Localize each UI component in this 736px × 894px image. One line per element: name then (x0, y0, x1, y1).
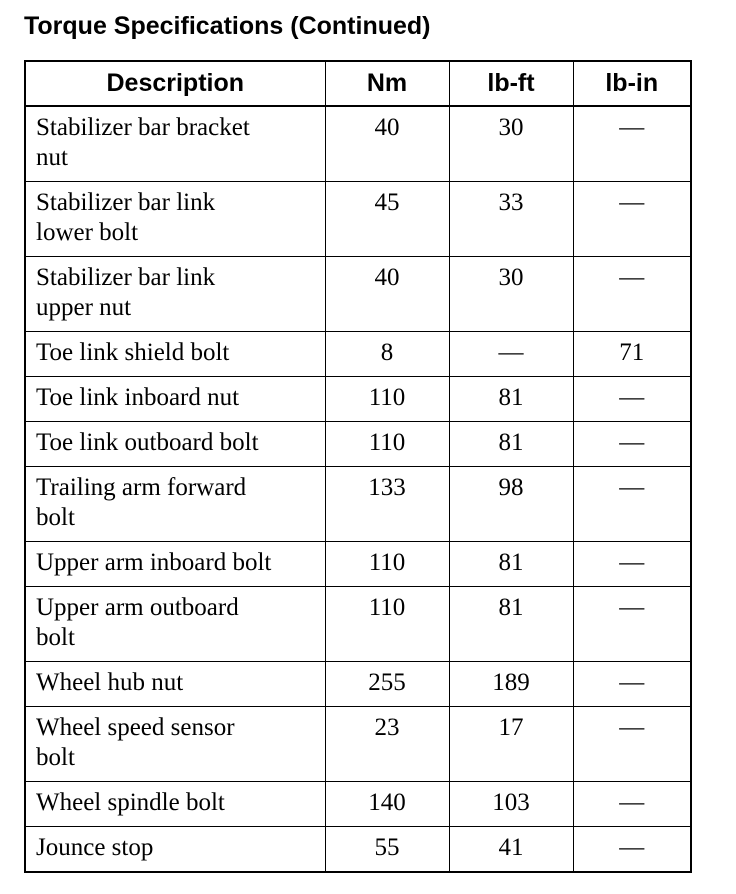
cell-lbft: — (449, 332, 573, 377)
table-header-row (25, 61, 691, 106)
table-row (25, 587, 691, 662)
table-row (25, 662, 691, 707)
cell-lbin: — (573, 257, 691, 332)
cell-lbft: 98 (449, 467, 573, 542)
table-row (25, 467, 691, 542)
cell-lbft: 17 (449, 707, 573, 782)
header-nm: Nm (325, 61, 449, 106)
cell-lbin: — (573, 467, 691, 542)
cell-lbft: 30 (449, 257, 573, 332)
page-title: Torque Specifications (Continued) (24, 12, 431, 40)
cell-lbin: — (573, 422, 691, 467)
cell-lbft: 41 (449, 827, 573, 873)
cell-nm: 140 (325, 782, 449, 827)
cell-lbin: — (573, 662, 691, 707)
cell-nm: 23 (325, 707, 449, 782)
cell-description: Wheel speed sensor bolt (25, 707, 325, 782)
cell-description: Wheel spindle bolt (25, 782, 325, 827)
cell-lbft: 30 (449, 106, 573, 182)
cell-description: Stabilizer bar link lower bolt (25, 182, 325, 257)
cell-description: Toe link outboard bolt (25, 422, 325, 467)
cell-lbin: — (573, 587, 691, 662)
cell-lbin: — (573, 377, 691, 422)
table-row (25, 377, 691, 422)
cell-lbin: — (573, 782, 691, 827)
cell-lbin: — (573, 827, 691, 873)
cell-description: Stabilizer bar link upper nut (25, 257, 325, 332)
cell-nm: 45 (325, 182, 449, 257)
cell-description: Trailing arm forward bolt (25, 467, 325, 542)
table-row (25, 257, 691, 332)
cell-lbft: 33 (449, 182, 573, 257)
cell-lbin: — (573, 707, 691, 782)
table-row (25, 542, 691, 587)
cell-description: Toe link inboard nut (25, 377, 325, 422)
cell-description: Jounce stop (25, 827, 325, 873)
cell-lbft: 81 (449, 587, 573, 662)
cell-nm: 8 (325, 332, 449, 377)
table-row (25, 182, 691, 257)
cell-lbft: 103 (449, 782, 573, 827)
cell-nm: 55 (325, 827, 449, 873)
header-lbft: lb-ft (449, 61, 573, 106)
cell-nm: 110 (325, 587, 449, 662)
cell-lbft: 81 (449, 377, 573, 422)
cell-lbin: 71 (573, 332, 691, 377)
header-lbin: lb-in (573, 61, 691, 106)
cell-lbft: 81 (449, 422, 573, 467)
cell-nm: 255 (325, 662, 449, 707)
cell-lbin: — (573, 542, 691, 587)
header-description: Description (25, 61, 325, 106)
cell-description: Upper arm inboard bolt (25, 542, 325, 587)
torque-spec-table (24, 60, 692, 873)
cell-description: Toe link shield bolt (25, 332, 325, 377)
cell-lbin: — (573, 106, 691, 182)
cell-nm: 110 (325, 422, 449, 467)
table-row (25, 827, 691, 873)
cell-nm: 133 (325, 467, 449, 542)
cell-nm: 40 (325, 106, 449, 182)
cell-lbin: — (573, 182, 691, 257)
cell-nm: 110 (325, 377, 449, 422)
cell-lbft: 81 (449, 542, 573, 587)
cell-nm: 110 (325, 542, 449, 587)
table-row (25, 422, 691, 467)
cell-nm: 40 (325, 257, 449, 332)
table-row (25, 782, 691, 827)
table-row (25, 106, 691, 182)
table-row (25, 707, 691, 782)
cell-description: Stabilizer bar bracket nut (25, 106, 325, 182)
table-row (25, 332, 691, 377)
cell-description: Upper arm outboard bolt (25, 587, 325, 662)
cell-description: Wheel hub nut (25, 662, 325, 707)
cell-lbft: 189 (449, 662, 573, 707)
